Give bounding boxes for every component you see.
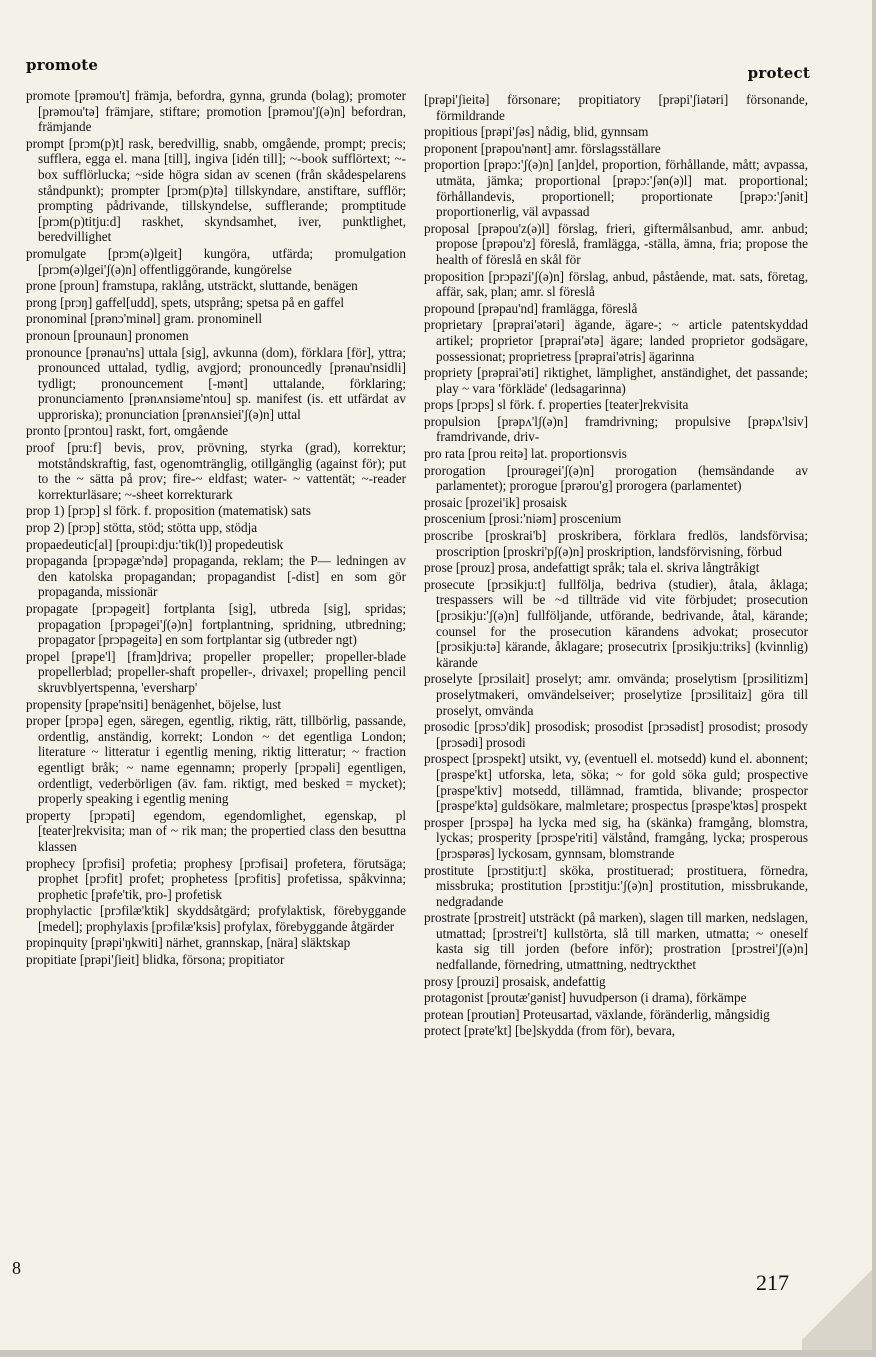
- dictionary-entry: prop 1) [prɔp] sl förk. f. proposition (matematisk) sats: [26, 503, 311, 519]
- dictionary-entry: prosper [prɔspə] ha lycka med sig, ha (skänka) framgång, blomstra, lyckas; prosperity [prɔspe'riti] välstånd, framgång, lycka; prosperous [prɔspərəs] lyckosam, gynnsam, blomstrande: [424, 814, 808, 861]
- dictionary-entry: prop 2) [prɔp] stötta, stöd; stötta upp, stödja: [26, 520, 258, 536]
- dictionary-entry: propriety [prəprai'əti] riktighet, lämplighet, anständighet, det passande; play ~ vara 'förkläde' (ledsagarinna): [424, 365, 808, 396]
- left-guide-word: promote: [26, 56, 99, 74]
- dictionary-entry: prospect [prɔspekt] utsikt, vy, (eventuell el. motsedd) kund el. abonnent; [prəspe'kt] utforska, leta, söka; ~ for gold söka guld; prospective [prəspe'ktiv] motsedd, tillämnad, framtida, blivande; prospector [prəspe'ktə] guldsökare, malmletare; prospectus [prəspe'ktəs] prospekt: [424, 751, 808, 814]
- dictionary-entry: proponent [prəpou'nənt] amr. förslagsställare: [424, 140, 661, 156]
- dictionary-entry: prophylactic [prɔfilæ'ktik] skyddsåtgärd; profylaktisk, förebyggande [medel]; prophylaxis [prɔfilæ'ksis] profylax, förebyggande åtgärder: [26, 903, 406, 934]
- dictionary-entry: pro rata [prou reitə] lat. proportionsvis: [424, 446, 627, 462]
- right-page-number: 217: [756, 1270, 789, 1295]
- dictionary-entry: prone [proun] framstupa, raklång, utsträckt, sluttande, benägen: [26, 278, 358, 294]
- dictionary-entry: prorogation [prourəgei'ʃ(ə)n] prorogation (hemsändande av parlamentet); prorogue [prərou'g] prorogera (parlamentet): [424, 462, 808, 494]
- dictionary-entry: prong [prɔŋ] gaffel[udd], spets, utsprång; spetsa på en gaffel: [26, 294, 345, 310]
- dictionary-entry: proposition [prɔpəzi'ʃ(ə)n] förslag, anbud, påstående, mat. sats, företag, affär, sak, plan; amr. sl föreslå: [424, 268, 808, 300]
- right-guide-word: protect: [747, 64, 810, 82]
- dictionary-entry: props [prɔps] sl förk. f. properties [teater]rekvisita: [424, 397, 689, 413]
- dictionary-entry: promulgate [prɔm(ə)lgeit] kungöra, utfärda; promulgation [prɔm(ə)lgei'ʃ(ə)n] offentliggörande, kungörelse: [26, 245, 406, 277]
- dictionary-entry: prose [prouz] prosa, andefattigt språk; tala el. skriva långtråkigt: [424, 560, 760, 576]
- left-page-number: 8: [12, 1258, 21, 1278]
- dictionary-entry: promote [prəmou't] främja, befordra, gynna, grunda (bolag); promoter [prəmou'tə] främjare, stiftare; promotion [prəmou'ʃ(ə)n] befordran, främjande: [26, 88, 406, 135]
- dictionary-entry: pronounce [prənau'ns] uttala [sig], avkunna (dom), förklara [för], yttra; pronounced uttalad, tydlig, avgjord; pronouncedly [prənau'nsidli] tydligt; pronouncement [-mənt] uttalande, förklaring; pronunciamento [prənʌnsiəme'ntou] sp. manifest (is. ett utfärdat av upproriska); pronunciation [prənʌnsiei'ʃ(ə)n] uttal: [26, 344, 406, 422]
- dictionary-entry: proof [pru:f] bevis, prov, prövning, styrka (grad), korrektur; motståndskraftig, fast, ogenomtränglig, otillgänglig (against för); put to the ~ sätta på prov; fire-~ eldfast; water- ~ vattentät; ~-reader korrekturläsare; ~-sheet korrekturark: [26, 440, 406, 502]
- dictionary-entry: pronto [prɔntou] raskt, fort, omgående: [26, 423, 229, 439]
- dictionary-entry: propagate [prɔpəgeit] fortplanta [sig], utbreda [sig], spridas; propagation [prɔpəgei'ʃ(ə)n] fortplantning, spridning, utbredning; propagator [prɔpəgeitə] en som fortplantar sig (utbreder ngt): [26, 601, 406, 648]
- dictionary-entry: prompt [prɔm(p)t] rask, beredvillig, snabb, omgående, prompt; precis; sufflera, egga el. mana [till], ingiva [idén till]; ~-book sufflörtext; ~-box sufflörlucka; ~side högra sidan av scenen (från skådespelarens ståndpunkt); prompter [prɔm(p)tə] tillskyndare, anstiftare, sufflör; prompting pådrivande, tillskyndelse, sufflerande; promptitude [prɔm(p)titju:d] raskhet, skyndsamhet, iver, punktlighet, beredvillighet: [26, 135, 406, 245]
- dictionary-entry: prosaic [prozei'ik] prosaisk: [424, 494, 567, 510]
- dictionary-entry: proselyte [prɔsilait] proselyt; amr. omvända; proselytism [prɔsilitizm] proselytmakeri, omvändelseiver; proselytize [prɔsilitaiz] göra till proselyt, omvända: [424, 671, 808, 718]
- dictionary-entry: prostitute [prɔstitju:t] sköka, prostituerad; prostituera, förnedra, missbruka; prostitution [prɔstitju:'ʃ(ə)n] prostitution, missbrukande, nedgradande: [424, 862, 808, 909]
- dictionary-entry: prosecute [prɔsikju:t] fullfölja, bedriva (studier), åtala, åklaga; trespassers will be ~d tillträde vid vite förbjudet; prosecution [prɔsikju:'ʃ(ə)n] fullföljande, utförande, bedrivande, åtal, kärande; counsel for the prosecution kärandens advokat; prosecutor [prɔsikju:tə] kärande, åklagare; prosecutrix [prɔsikju:triks] (kvinnlig) kärande: [424, 576, 808, 670]
- left-column: [26, 88, 406, 969]
- dictionary-entry: pronominal [prənɔ'minəl] gram. pronominell: [26, 311, 263, 327]
- dictionary-entry: propel [prəpe'l] [fram]driva; propeller propeller; propeller-blade propellerblad; propeller-shaft propeller-, drivaxel; propelling pencil skruvblyertspenna, 'eversharp': [26, 648, 406, 695]
- dictionary-entry: protean [proutiən] Proteusartad, växlande, föränderlig, mångsidig: [424, 1006, 770, 1022]
- dictionary-entry: prosodic [prɔsɔ'dik] prosodisk; prosodist [prɔsədist] prosodist; prosody [prɔsədi] prosodi: [424, 719, 808, 750]
- dictionary-entry: property [prɔpəti] egendom, egendomlighet, egenskap, pl [teater]rekvisita; man of ~ rik man; the propertied class den besuttna klassen: [26, 807, 406, 854]
- dictionary-entry: [prəpi'ʃieitə] försonare; propitiatory [prəpi'ʃiətəri] försonande, förmildrande: [424, 92, 808, 123]
- dictionary-entry: propinquity [prəpi'ŋkwiti] närhet, grannskap, [nära] släktskap: [26, 935, 351, 951]
- dictionary-entry: prostrate [prɔstreit] utsträckt (på marken), slagen till marken, nedslagen, utmattad; [prɔstrei't] kullstörta, slå till marken, utmatta; ~ oneself kasta sig till jorden (before inför); prostration [prɔstrei'ʃ(ə)n] nedfallande, förnedring, utmattning, nedtryckthet: [424, 910, 808, 973]
- dictionary-entry: proposal [prəpou'z(ə)l] förslag, frieri, giftermålsanbud, amr. anbud; propose [prəpou'z] föreslå, framlägga, -ställa, ämna, fria; propose the health of föreslå en skål för: [424, 220, 808, 267]
- dictionary-entry: pronoun [prounaun] pronomen: [26, 327, 189, 343]
- dictionary-entry: proportion [prəpɔ:'ʃ(ə)n] [an]del, proportion, förhållande, mått; avpassa, utmäta, jämka; proportional [prəpɔ:'ʃən(ə)l] mat. proportional; förhållandevis, proportionell; proportionate [prəpɔ:'ʃənit] proportionerlig, väl avpassad: [424, 157, 808, 220]
- dictionary-entry: protagonist [proutæ'gənist] huvudperson (i drama), förkämpe: [424, 990, 747, 1006]
- dictionary-entry: proscribe [proskrai'b] proskribera, förklara fredlös, landsförvisa; proscription [proskri'pʃ(ə)n] proskription, landsförvisning, förbud: [424, 528, 808, 559]
- dictionary-entry: proscenium [prosi:'niəm] proscenium: [424, 511, 622, 527]
- dictionary-entry: prophecy [prɔfisi] profetia; prophesy [prɔfisai] profetera, förutsäga; prophet [prɔfit] profet; prophetess [prɔfitis] profetissa, spåkvinna; prophetic [prəfe'tik, pro-] profetisk: [26, 855, 406, 902]
- dictionary-entry: propulsion [prəpʌ'lʃ(ə)n] framdrivning; propulsive [prəpʌ'lsiv] framdrivande, driv-: [424, 413, 808, 445]
- dictionary-entry: proprietary [prəprai'ətəri] ägande, ägare-; ~ article patentskyddad artikel; proprietor [prəprai'ətə] ägare; landed proprietor godsägare, possessionat; proprietress [prəprai'ətris] ägarinna: [424, 317, 808, 364]
- dictionary-entry: protect [prəte'kt] [be]skydda (from för), bevara,: [424, 1023, 675, 1039]
- dictionary-entry: propaganda [prɔpəgæ'ndə] propaganda, reklam; the P— ledningen av den katolska propagandan; propagandist [-dist] en som gör propaganda, missionär: [26, 553, 406, 600]
- dictionary-entry: proper [prɔpə] egen, säregen, egentlig, riktig, rätt, tillbörlig, passande, ordentlig, anständig, korrekt; London ~ det egentliga London; literature ~ litteratur i egentlig mening, riktig litteratur; ~ fraction egentligt bråk; ~ name egennamn; properly [prɔpəli] egentligen, ordentligt, vederbörligen (äv. fam. riktigt, med besked = mycket); properly speaking i egentlig mening: [26, 713, 406, 807]
- dictionary-entry: propensity [prəpe'nsiti] benägenhet, böjelse, lust: [26, 696, 282, 712]
- dictionary-entry: propitious [prəpi'ʃəs] nådig, blid, gynnsam: [424, 124, 649, 140]
- dictionary-entry: propitiate [prəpi'ʃieit] blidka, försona; propitiator: [26, 952, 285, 968]
- dictionary-entry: propound [prəpau'nd] framlägga, föreslå: [424, 300, 638, 316]
- dictionary-entry: propaedeutic[al] [proupi:dju:'tik(l)] propedeutisk: [26, 536, 284, 552]
- right-column: [424, 92, 808, 1040]
- dictionary-entry: prosy [prouzi] prosaisk, andefattig: [424, 973, 606, 989]
